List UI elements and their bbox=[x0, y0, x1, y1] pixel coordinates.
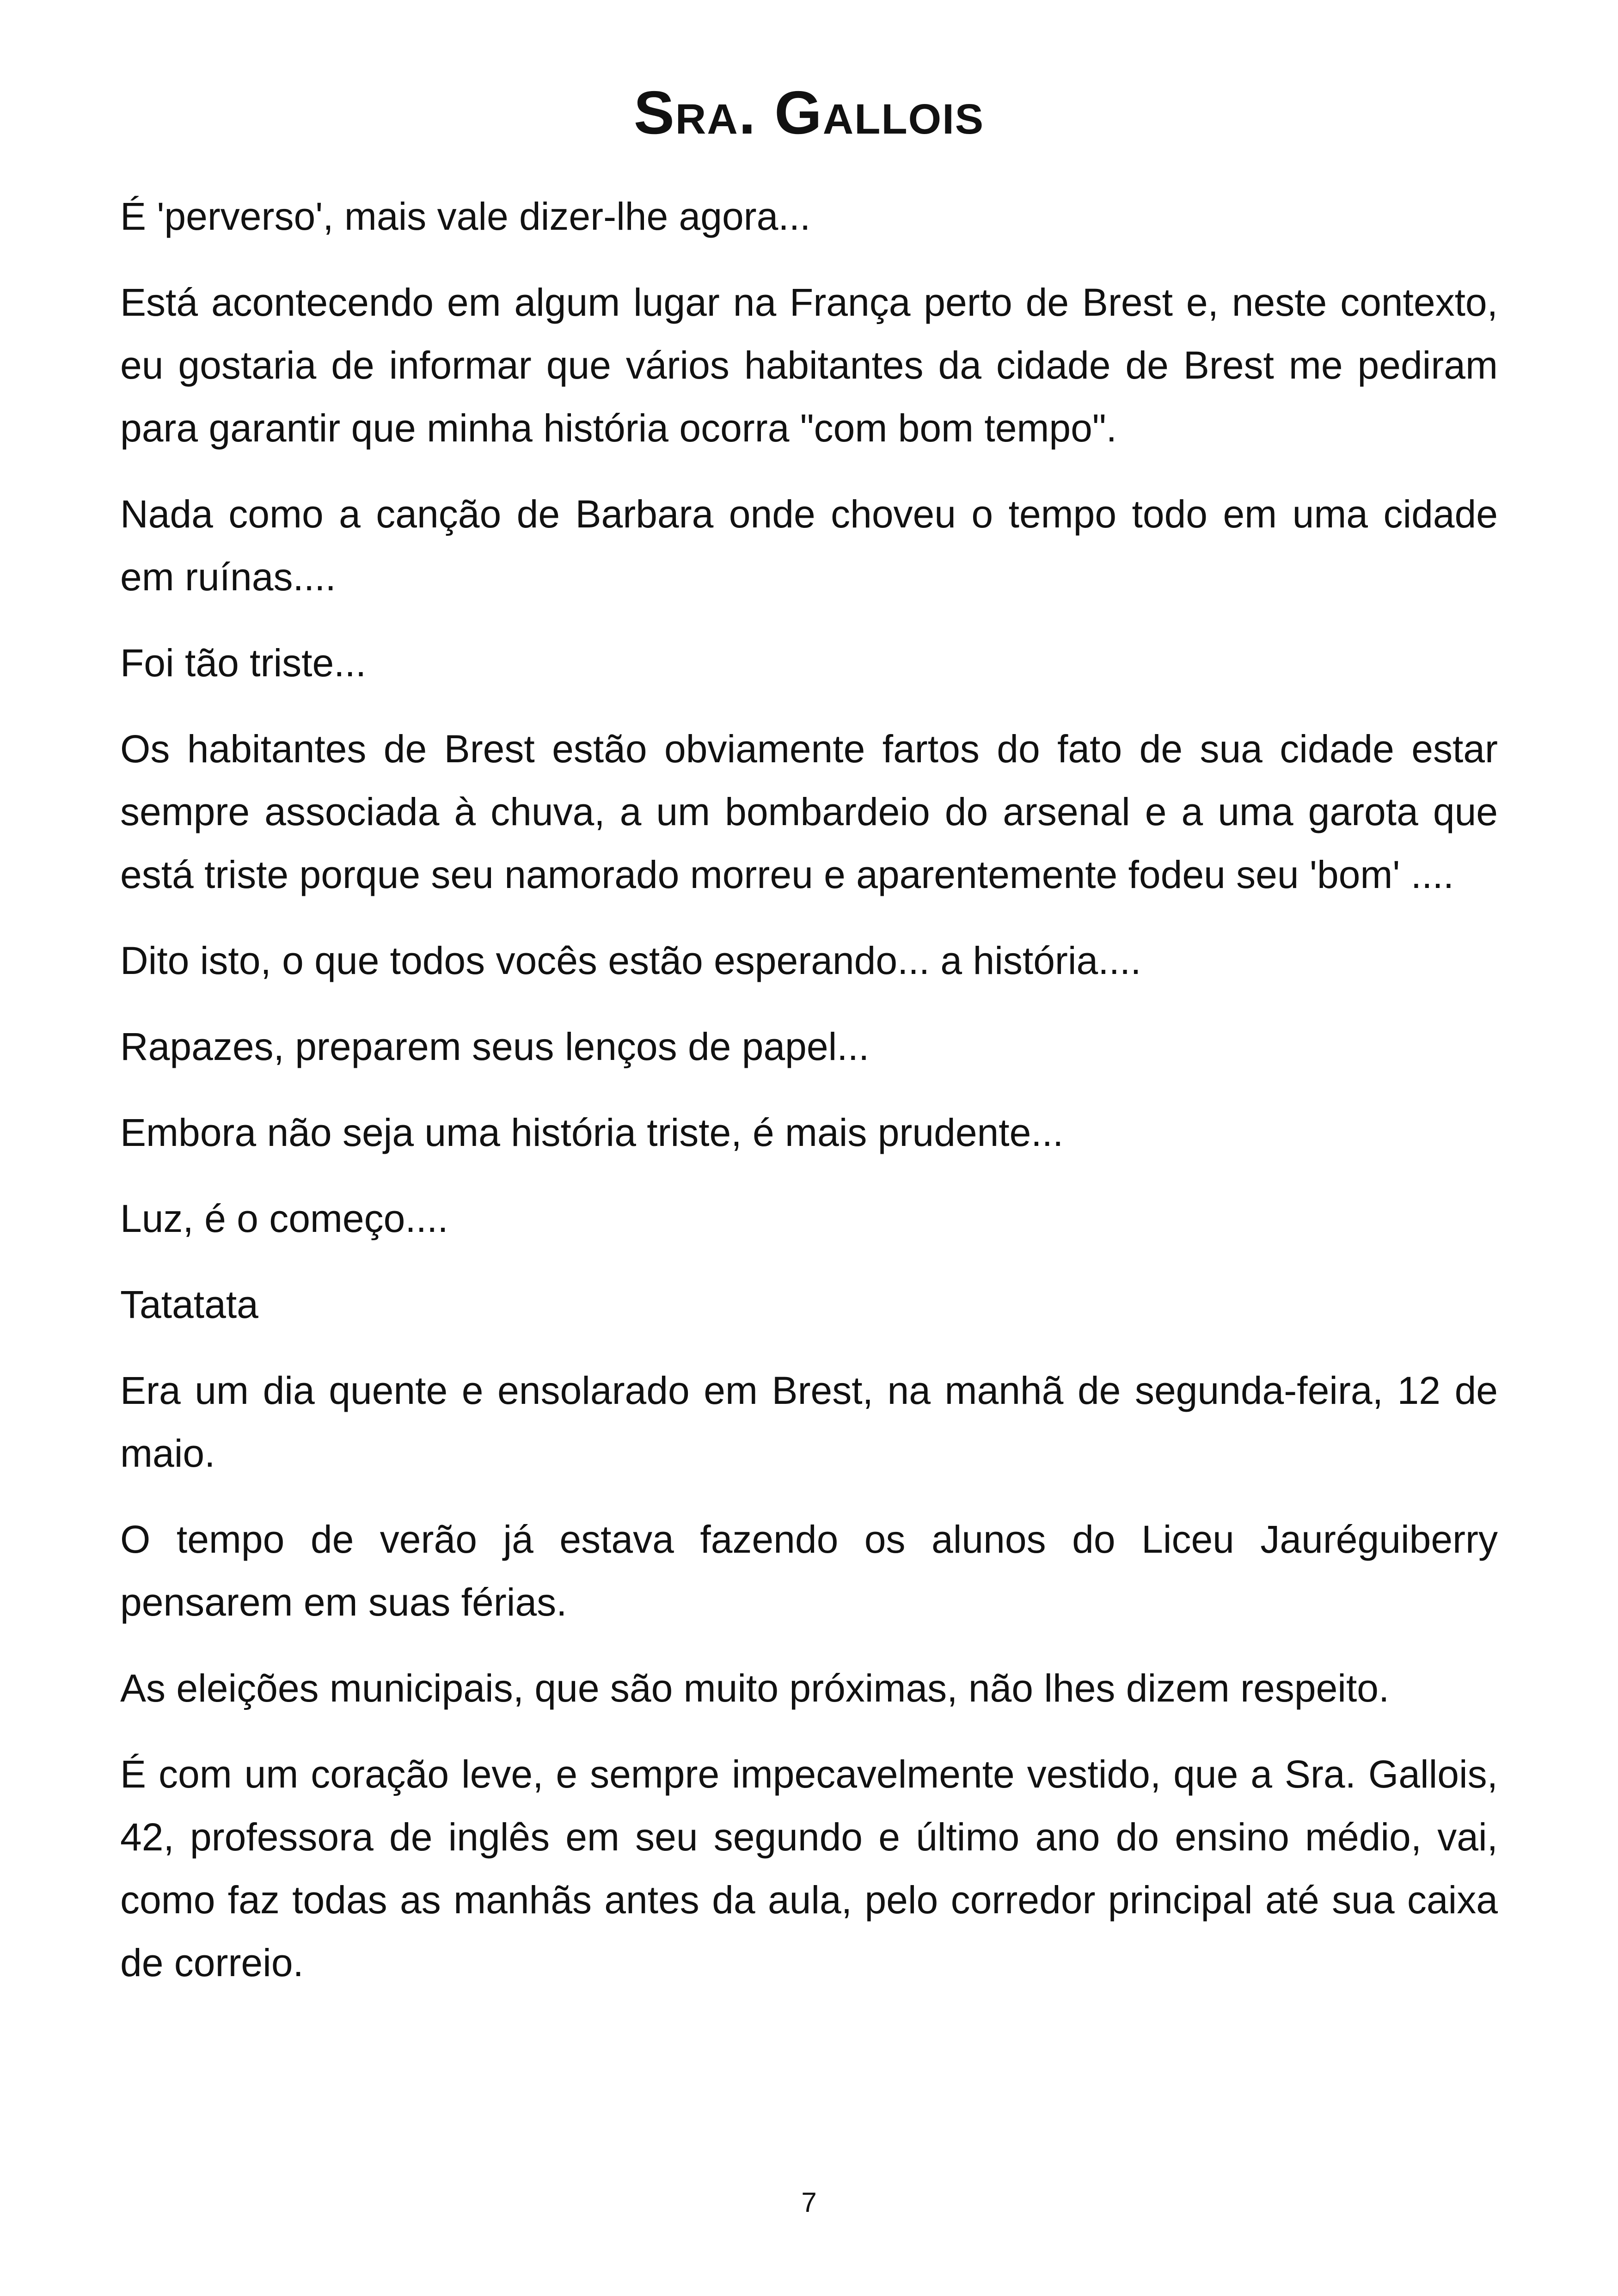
paragraph: O tempo de verão já estava fazendo os alunos do Liceu Jauréguiberry pensarem em suas férias. bbox=[120, 1518, 1498, 1624]
paragraph: Rapazes, preparem seus lenços de papel... bbox=[120, 1025, 870, 1068]
paragraph: Tatatata bbox=[120, 1283, 258, 1326]
paragraph: Era um dia quente e ensolarado em Brest, na manhã de segunda-feira, 12 de maio. bbox=[120, 1369, 1498, 1475]
paragraph: Nada como a canção de Barbara onde choveu o tempo todo em uma cidade em ruínas.... bbox=[120, 492, 1498, 599]
paragraph: Luz, é o começo.... bbox=[120, 1197, 448, 1240]
chapter-title: Sra. Gallois bbox=[633, 79, 985, 147]
page-number: 7 bbox=[801, 2187, 817, 2218]
paragraph: Está acontecendo em algum lugar na França perto de Brest e, neste contexto, eu gostaria de informar que vários habitantes da cidade de Brest me pediram para garantir que minha história ocorra "com bom tempo". bbox=[120, 281, 1498, 450]
body-text bbox=[120, 185, 1498, 2017]
paragraph: Os habitantes de Brest estão obviamente fartos do fato de sua cidade estar sempre associada à chuva, a um bombardeio do arsenal e a uma garota que está triste porque seu namorado morreu e aparentemente fodeu seu 'bom' .... bbox=[120, 727, 1498, 896]
paragraph: As eleições municipais, que são muito próximas, não lhes dizem respeito. bbox=[120, 1666, 1390, 1710]
paragraph: É 'perverso', mais vale dizer-lhe agora... bbox=[120, 195, 811, 238]
paragraph: Embora não seja uma história triste, é mais prudente... bbox=[120, 1111, 1064, 1154]
paragraph: É com um coração leve, e sempre impecavelmente vestido, que a Sra. Gallois, 42, professora de inglês em seu segundo e último ano do ensino médio, vai, como faz todas as manhãs antes da aula, pelo corredor principal até sua caixa de correio. bbox=[120, 1752, 1498, 1984]
paragraph: Dito isto, o que todos vocês estão esperando... a história.... bbox=[120, 939, 1141, 982]
paragraph: Foi tão triste... bbox=[120, 641, 367, 685]
